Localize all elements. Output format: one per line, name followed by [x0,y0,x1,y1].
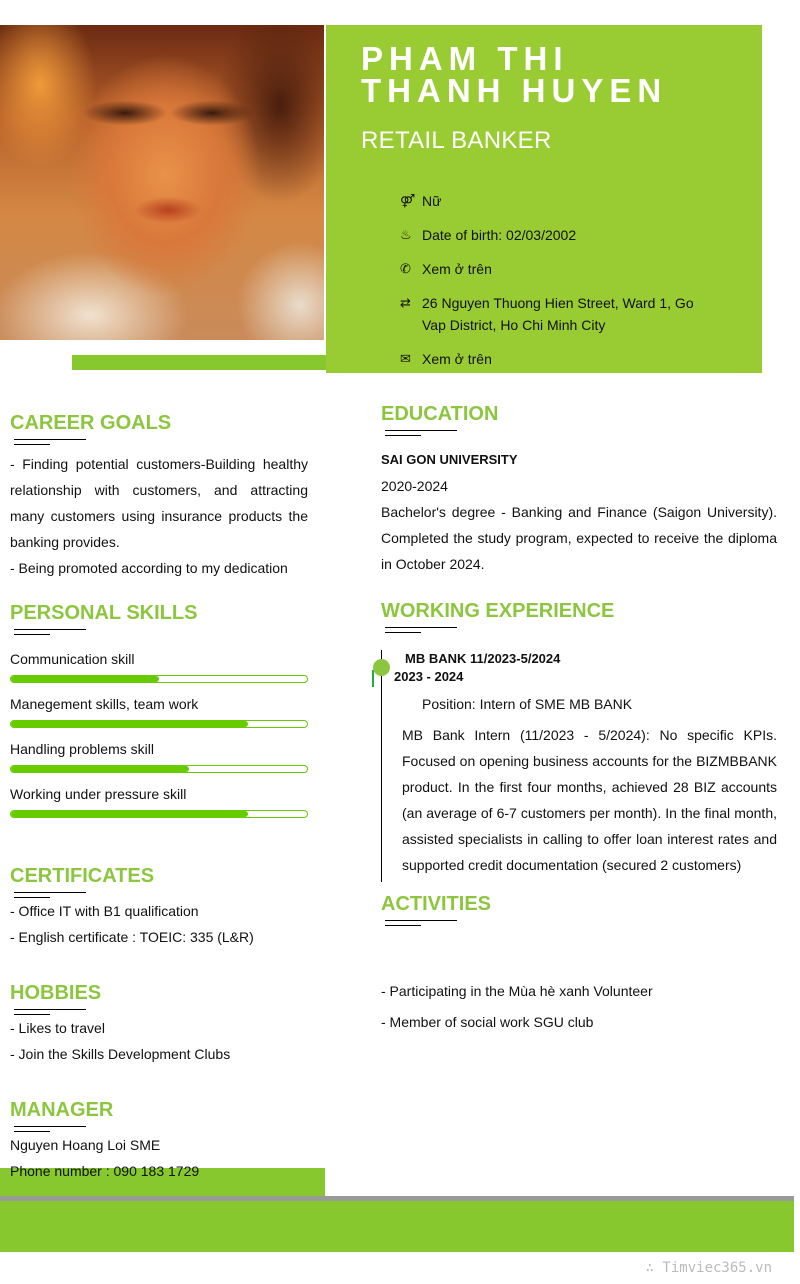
birthday-cake-icon: ♨ [400,227,412,242]
hobby-line: - Likes to travel [10,1020,105,1036]
career-goals-section [10,411,308,581]
section-underline [381,623,777,633]
certificate-line: - Office IT with B1 qualification [10,903,199,919]
hobbies-section [10,981,308,1067]
contact-gender [400,190,700,212]
manager-name: Nguyen Hoang Loi SME [10,1137,161,1153]
timeline-line [381,650,382,882]
contact-birthday [400,224,700,246]
skill-label: Manegement skills, team work [10,696,199,712]
career-goal-line: - Finding potential customers-Building healthy relationship with customers, and attracting many customers using insurance products the banking provides. [10,456,308,550]
name-line-1: PHAM THI [361,40,569,77]
manager-phone: Phone number : 090 183 1729 [10,1163,200,1179]
birthday-text: Date of birth: 02/03/2002 [422,227,577,243]
section-title-certificates: CERTIFICATES [10,865,155,887]
email-icon: ✉ [400,351,411,366]
skill-bar-communication [10,675,308,683]
manager-section [10,1098,308,1184]
career-goal-line: - Being promoted according to my dedication [10,560,288,576]
section-title-career-goals: CAREER GOALS [10,412,172,434]
skill-bar-working-under-pressure [10,810,308,818]
section-underline [10,1122,308,1132]
skill-bar-handling-problems [10,765,308,773]
certificate-line: - English certificate : TOEIC: 335 (L&R) [10,929,254,945]
section-title-personal-skills: PERSONAL SKILLS [10,602,198,624]
education-section [381,402,777,577]
section-underline [10,1005,308,1015]
skill-bar-management [10,720,308,728]
section-underline [10,625,308,635]
skill-fill [11,811,248,817]
phone-text: Xem ở trên [422,261,492,277]
name-line-2: THANH HUYEN [361,72,668,109]
skill-label: Handling problems skill [10,741,154,757]
education-school: SAI GON UNIVERSITY [381,452,518,467]
timeline-dot [373,659,390,676]
section-underline [10,435,308,445]
section-title-hobbies: HOBBIES [10,982,102,1004]
section-title-education: EDUCATION [381,403,499,425]
section-title-working-experience: WORKING EXPERIENCE [381,600,615,622]
gender-text: Nữ [422,193,442,209]
job-title: RETAIL BANKER [361,127,552,154]
contact-phone [400,258,700,280]
header-panel [326,25,762,373]
skill-fill [11,721,248,727]
experience-description: MB Bank Intern (11/2023 - 5/2024): No specific KPIs. Focused on opening business accounts for the BIZMBBANK product. In the first four months, achieved 28 BIZ accounts (an average of 6-7 customers per month). In the final month, assisted specialists in calling to offer loan interest rates and supported credit documentation (secured 2 customers) [402,727,777,873]
contact-email [400,348,700,370]
candidate-name [361,40,741,109]
activity-line: - Participating in the Mùa hè xanh Volunteer [381,983,653,999]
experience-period: 2023 - 2024 [394,669,464,684]
certificates-section [10,864,308,950]
section-title-activities: ACTIVITIES [381,893,492,915]
contact-address [400,292,700,336]
contact-info [400,190,700,382]
email-text: Xem ở trên [422,351,492,367]
address-signpost-icon: ⇄ [400,295,411,310]
section-underline [10,888,308,898]
education-description: Bachelor's degree - Banking and Finance (Saigon University). Completed the study program, expected to receive the diploma in October 2024. [381,504,777,572]
gender-icon: ⚤ [400,193,416,208]
skill-label: Working under pressure skill [10,786,187,802]
section-underline [381,426,777,436]
education-years: 2020-2024 [381,478,448,494]
address-text: 26 Nguyen Thuong Hien Street, Ward 1, Go Vap District, Ho Chi Minh City [422,295,694,333]
skill-fill [11,676,159,682]
hobby-line: - Join the Skills Development Clubs [10,1046,231,1062]
activities-section [381,892,777,1038]
phone-icon: ✆ [400,261,411,276]
footer-band [0,1201,794,1252]
experience-position: Position: Intern of SME MB BANK [422,696,633,712]
decorative-accent-bar [72,355,326,370]
profile-photo [0,25,324,340]
section-underline [381,916,777,926]
skill-label: Communication skill [10,651,135,667]
activity-line: - Member of social work SGU club [381,1014,594,1030]
watermark: ∴ Timviec365.vn [645,1260,772,1276]
section-title-manager: MANAGER [10,1099,114,1121]
working-experience-section [381,599,777,633]
skill-fill [11,766,189,772]
experience-company: MB BANK 11/2023-5/2024 [405,651,561,666]
personal-skills-section [10,601,308,818]
